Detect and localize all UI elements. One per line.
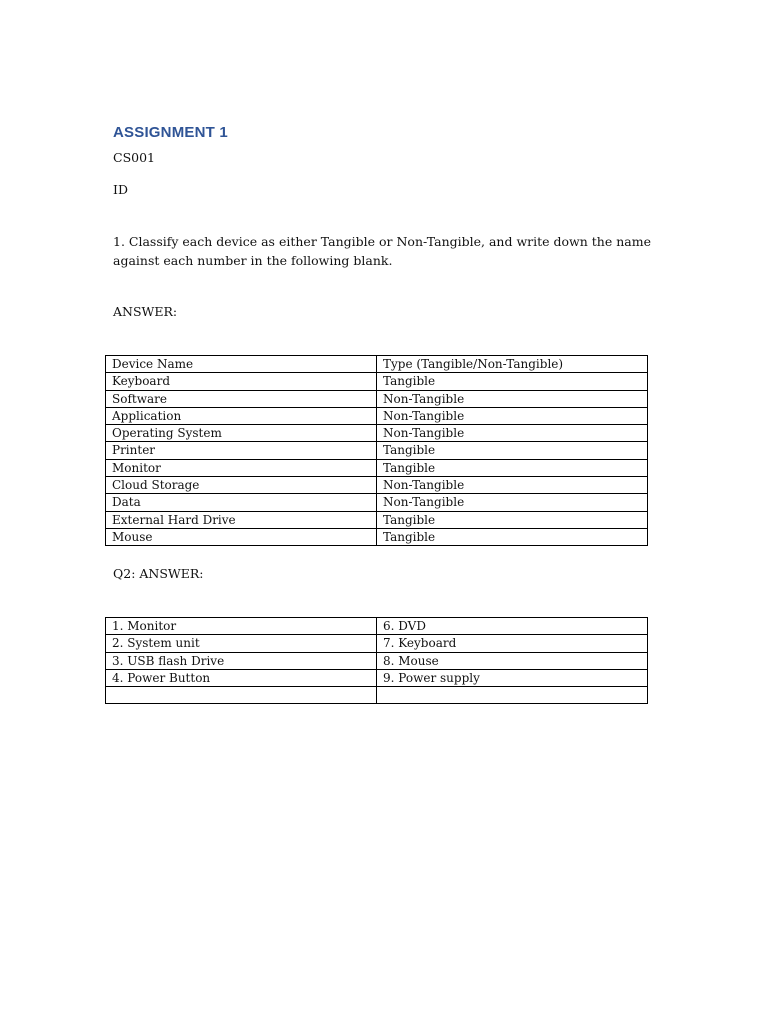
header-type: Type (Tangible/Non-Tangible) (377, 356, 648, 373)
table-header-row (106, 356, 648, 373)
component-cell-left (106, 687, 377, 704)
table-row (106, 511, 648, 528)
table-row (106, 635, 648, 652)
device-name-cell: Operating System (106, 425, 377, 442)
table-row (106, 669, 648, 686)
device-classification-table (105, 355, 648, 546)
id-label: ID (113, 182, 128, 197)
component-cell-left: 1. Monitor (106, 618, 377, 635)
device-type-cell: Tangible (377, 373, 648, 390)
device-name-cell: External Hard Drive (106, 511, 377, 528)
question-1-text: 1. Classify each device as either Tangible or Non-Tangible, and write down the name against each number in the following blank. (113, 234, 651, 268)
component-cell-right (377, 687, 648, 704)
table-row (106, 652, 648, 669)
component-cell-left: 2. System unit (106, 635, 377, 652)
table-row (106, 687, 648, 704)
component-cell-right: 7. Keyboard (377, 635, 648, 652)
component-list-table (105, 617, 648, 704)
device-name-cell: Software (106, 390, 377, 407)
device-type-cell: Non-Tangible (377, 425, 648, 442)
header-device-name: Device Name (106, 356, 377, 373)
component-cell-left: 4. Power Button (106, 669, 377, 686)
course-code: CS001 (113, 150, 155, 165)
table-row (106, 373, 648, 390)
device-name-cell: Mouse (106, 528, 377, 545)
device-type-cell: Non-Tangible (377, 407, 648, 424)
table-row (106, 528, 648, 545)
component-cell-right: 8. Mouse (377, 652, 648, 669)
device-name-cell: Printer (106, 442, 377, 459)
table-row (106, 618, 648, 635)
table-row (106, 494, 648, 511)
table-row (106, 425, 648, 442)
device-type-cell: Non-Tangible (377, 390, 648, 407)
device-name-cell: Application (106, 407, 377, 424)
device-type-cell: Tangible (377, 442, 648, 459)
table-row (106, 477, 648, 494)
device-name-cell: Keyboard (106, 373, 377, 390)
table-row (106, 390, 648, 407)
component-cell-left: 3. USB flash Drive (106, 652, 377, 669)
device-type-cell: Non-Tangible (377, 494, 648, 511)
device-type-cell: Non-Tangible (377, 477, 648, 494)
device-type-cell: Tangible (377, 459, 648, 476)
assignment-title: ASSIGNMENT 1 (113, 124, 228, 141)
table-row (106, 442, 648, 459)
q2-answer-label: Q2: ANSWER: (113, 566, 204, 581)
device-type-cell: Tangible (377, 528, 648, 545)
device-type-cell: Tangible (377, 511, 648, 528)
table-row (106, 407, 648, 424)
device-name-cell: Data (106, 494, 377, 511)
table-row (106, 459, 648, 476)
component-cell-right: 6. DVD (377, 618, 648, 635)
answer-label: ANSWER: (113, 304, 178, 319)
component-cell-right: 9. Power supply (377, 669, 648, 686)
device-name-cell: Cloud Storage (106, 477, 377, 494)
device-name-cell: Monitor (106, 459, 377, 476)
